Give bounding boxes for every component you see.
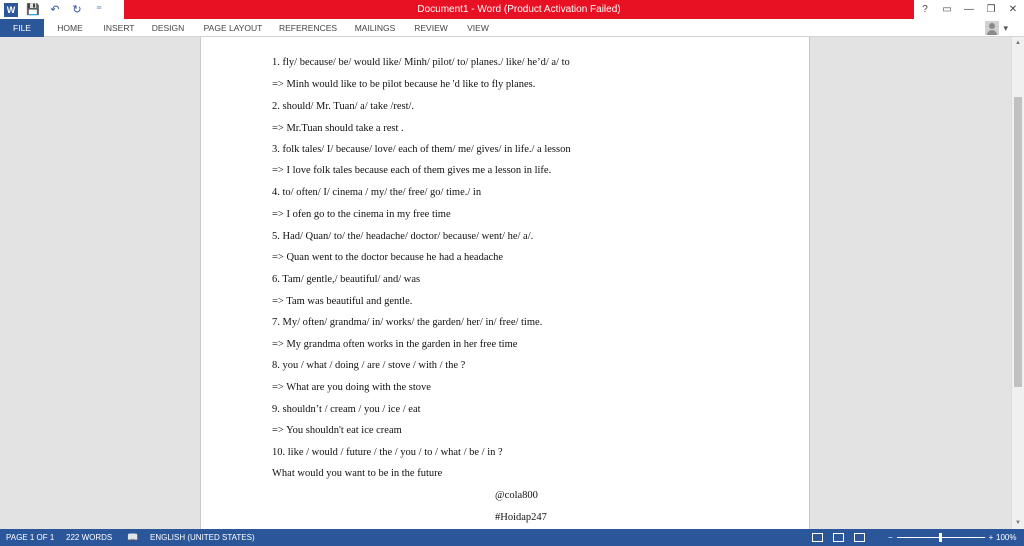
document-line: 10. like / would / future / the / you / to / what / be / in ? [272,447,503,458]
document-area [0,37,1011,529]
scroll-down-icon[interactable]: ▼ [1015,520,1021,526]
tab-home[interactable]: HOME [57,23,83,33]
minimize-button[interactable]: — [964,4,974,15]
vertical-scrollbar[interactable] [1011,37,1024,529]
document-line: => I ofen go to the cinema in my free time [272,209,451,220]
document-line: 5. Had/ Quan/ to/ the/ headache/ doctor/ because/ went/ he/ a/. [272,231,534,242]
save-icon[interactable]: 💾 [26,4,40,16]
scrollbar-thumb[interactable] [1014,97,1022,387]
document-line: 7. My/ often/ grandma/ in/ works/ the garden/ her/ in/ free/ time. [272,317,543,328]
zoom-in-button[interactable]: + [988,533,994,542]
document-line: => Quan went to the doctor because he had a headache [272,252,504,263]
ribbon-tabs [0,19,1024,37]
document-page[interactable] [200,37,810,529]
document-line: => You shouldn't eat ice cream [272,425,402,436]
read-mode-icon[interactable] [812,533,823,542]
title-bar [0,0,1024,19]
scroll-up-icon[interactable]: ▲ [1015,40,1021,46]
document-line: => Mr.Tuan should take a rest . [272,123,404,134]
ribbon-display-options-icon[interactable]: ▭ [942,4,952,15]
tab-design[interactable]: DESIGN [151,23,185,33]
word-app-icon[interactable]: W [0,0,22,19]
zoom-slider-knob[interactable] [939,533,942,542]
document-line: => Minh would like to be pilot because he 'd like to fly planes. [272,79,536,90]
document-line: 3. folk tales/ I/ because/ love/ each of them/ me/ gives/ in life./ a lesson [272,144,571,155]
print-layout-icon[interactable] [833,533,844,542]
close-button[interactable]: ✕ [1008,4,1018,15]
tab-mailings[interactable]: MAILINGS [354,23,396,33]
chevron-down-icon[interactable]: ▾ [1003,22,1008,33]
tab-view[interactable]: VIEW [467,23,489,33]
document-line: => What are you doing with the stove [272,382,431,393]
user-area [985,19,1008,37]
document-line: => I love folk tales because each of them gives me a lesson in life. [272,165,552,176]
document-line: 4. to/ often/ I/ cinema / my/ the/ free/ go/ time./ in [272,187,482,198]
tab-references[interactable]: REFERENCES [278,23,338,33]
signature-tag: #Hoidap247 [495,512,547,523]
quick-access-toolbar [0,0,110,19]
tab-page-layout[interactable]: PAGE LAYOUT [203,23,263,33]
signature-user: @cola800 [495,490,538,501]
zoom-level[interactable]: 100% [996,533,1017,542]
undo-icon[interactable]: ↶ [50,4,60,16]
document-line: What would you want to be in the future [272,468,443,479]
document-line: 1. fly/ because/ be/ would like/ Minh/ pilot/ to/ planes./ like/ he’d/ a/ to [272,57,570,68]
proofing-icon[interactable]: 📖 [127,532,139,542]
customize-qat-icon[interactable]: ⁼ [96,4,102,16]
window-title-text: Document1 - Word (Product Activation Failed) [417,4,621,15]
document-line: 8. you / what / doing / are / stove / with / the ? [272,360,466,371]
zoom-control [888,529,993,546]
language-indicator[interactable]: ENGLISH (UNITED STATES) [150,533,255,542]
document-line: => Tam was beautiful and gentle. [272,296,413,307]
word-count[interactable]: 222 WORDS [66,533,113,542]
tab-file[interactable]: FILE [0,19,44,37]
window-title [124,0,914,19]
document-line: => My grandma often works in the garden in her free time [272,339,518,350]
view-buttons [812,529,865,546]
tab-review[interactable]: REVIEW [414,23,448,33]
web-layout-icon[interactable] [854,533,865,542]
document-line: 6. Tam/ gentle,/ beautiful/ and/ was [272,274,421,285]
window-controls [914,0,1024,19]
avatar[interactable] [985,21,999,35]
help-button[interactable]: ? [922,4,928,15]
zoom-slider[interactable] [897,537,985,538]
document-line: 9. shouldn’t / cream / you / ice / eat [272,404,421,415]
redo-icon[interactable]: ↻ [72,4,82,16]
zoom-out-button[interactable]: − [888,533,893,542]
status-bar [0,529,1024,546]
tab-insert[interactable]: INSERT [103,23,135,33]
document-line: 2. should/ Mr. Tuan/ a/ take /rest/. [272,101,415,112]
page-count[interactable]: PAGE 1 OF 1 [6,533,55,542]
restore-button[interactable]: ❐ [986,4,996,15]
